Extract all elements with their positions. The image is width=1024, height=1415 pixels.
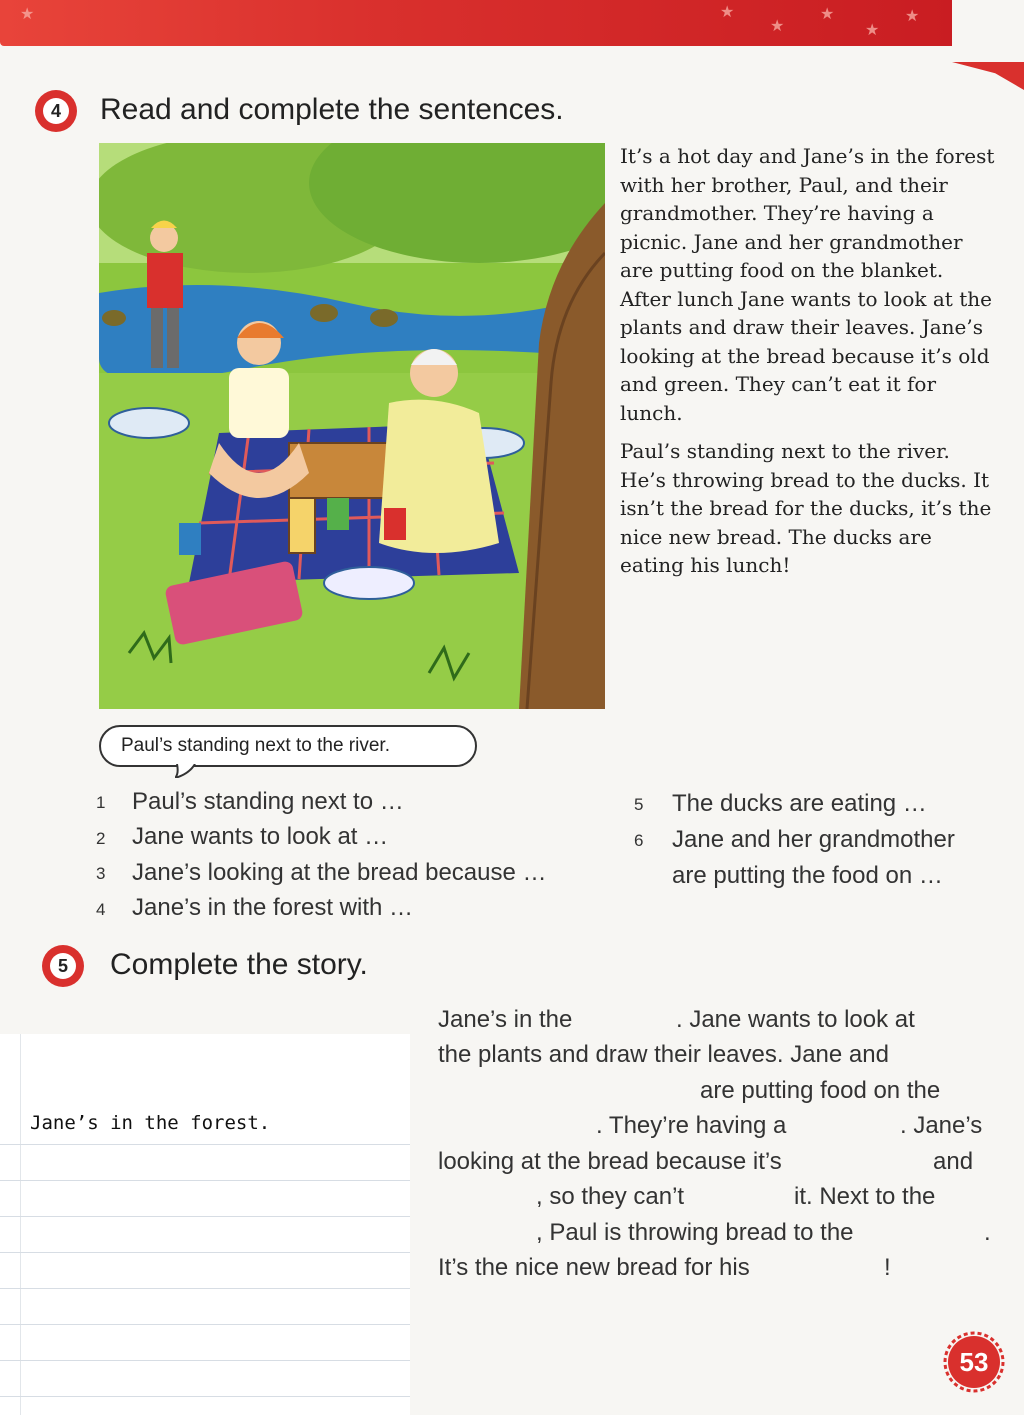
- story-fragment: , so they can’t: [536, 1183, 685, 1210]
- story-line: [536, 1179, 684, 1215]
- story-line: [884, 1250, 891, 1286]
- story-fragment: .: [984, 1219, 991, 1246]
- story-fragment: . They’re having a: [596, 1112, 787, 1139]
- exercise-number: 4: [43, 98, 69, 124]
- question-number: 3: [96, 864, 106, 883]
- story-line: [900, 1108, 982, 1144]
- top-banner: [0, 0, 952, 46]
- story-fragment: are putting food on the: [700, 1077, 941, 1104]
- example-speech-bubble: [99, 725, 477, 767]
- story-paragraph: It’s a hot day and Jane’s in the forest with her brother, Paul, and their grandmother. They’re having a picnic. Jane and her grandmother are putting food on the blanket. After lunch Jane wants to look at the plants and draw their leaves. Jane’s looking at the bread because it’s old and green. They can’t eat it for lunch.: [620, 144, 995, 425]
- exercise-number: 5: [50, 953, 76, 979]
- question-text: The ducks are eating …: [672, 790, 927, 817]
- exercise-5-badge: [42, 945, 84, 987]
- question-number: 4: [96, 900, 106, 919]
- writing-notebook[interactable]: [0, 1034, 410, 1415]
- story-line: [596, 1108, 786, 1144]
- story-line: [438, 1037, 889, 1073]
- page-number-badge: [942, 1330, 1006, 1394]
- story-line: [536, 1215, 854, 1251]
- example-answer-handwriting: Jane’s in the forest.: [30, 1112, 271, 1134]
- story-fragment: looking at the bread because it’s: [438, 1148, 782, 1175]
- question-number: 2: [96, 829, 106, 848]
- story-fragment: It’s the nice new bread for his: [438, 1254, 750, 1281]
- page-number: 53: [959, 1346, 989, 1377]
- question-text: Paul’s standing next to …: [132, 788, 404, 815]
- exercise-4-title: Read and complete the sentences.: [100, 93, 564, 126]
- story-line: [933, 1144, 973, 1180]
- star-icon: ★: [905, 6, 920, 25]
- exercise-5-title: Complete the story.: [110, 948, 368, 981]
- example-sentence: Paul’s standing next to the river.: [121, 735, 390, 756]
- story-paragraph: Paul’s standing next to the river. He’s throwing bread to the ducks. It isn’t the bread for the ducks, it’s the nice new bread. The ducks are eating his lunch!: [620, 439, 992, 577]
- story-fragment: . Jane’s: [900, 1112, 983, 1139]
- story-fragment: and: [933, 1148, 974, 1175]
- question-number: 1: [96, 793, 106, 812]
- story-fragment: !: [884, 1254, 891, 1281]
- picnic-illustration: [99, 143, 605, 709]
- story-line: [984, 1215, 991, 1251]
- story-fragment: Jane’s in the: [438, 1006, 573, 1033]
- notebook-line: [0, 1360, 410, 1361]
- question-text: Jane’s in the forest with …: [132, 894, 414, 921]
- notebook-line: [0, 1216, 410, 1217]
- story-line: [700, 1073, 940, 1109]
- story-fragment: it. Next to the: [794, 1183, 936, 1210]
- story-fragment: the plants and draw their leaves. Jane and: [438, 1041, 889, 1068]
- bubble-tail: [175, 764, 197, 778]
- story-fragment: . Jane wants to look at: [676, 1006, 915, 1033]
- question-text: Jane wants to look at …: [132, 823, 389, 850]
- story-line: [676, 1002, 915, 1038]
- star-icon: ★: [820, 4, 835, 23]
- star-icon: ★: [865, 20, 880, 39]
- story-line: [438, 1002, 572, 1038]
- notebook-margin: [20, 1034, 21, 1415]
- notebook-line: [0, 1180, 410, 1181]
- story-line: [438, 1250, 750, 1286]
- reading-story: [620, 142, 1000, 590]
- notebook-line: [0, 1144, 410, 1145]
- question-text: Jane and her grandmother: [672, 826, 955, 853]
- corner-flag: [952, 62, 1024, 90]
- question-number: 6: [634, 831, 644, 850]
- star-icon: ★: [720, 2, 735, 21]
- notebook-line: [0, 1324, 410, 1325]
- notebook-line: [0, 1288, 410, 1289]
- exercise-4-badge: [35, 90, 77, 132]
- story-fragment: , Paul is throwing bread to the: [536, 1219, 854, 1246]
- notebook-line: [0, 1396, 410, 1397]
- story-line: [794, 1179, 935, 1215]
- notebook-line: [0, 1252, 410, 1253]
- question-text: Jane’s looking at the bread because …: [132, 859, 547, 886]
- picnic-scene-svg: [99, 143, 605, 709]
- question-text: are putting the food on …: [672, 862, 943, 889]
- question-number: 5: [634, 795, 644, 814]
- star-icon: ★: [20, 4, 35, 23]
- story-line: [438, 1144, 782, 1180]
- star-icon: ★: [770, 16, 785, 35]
